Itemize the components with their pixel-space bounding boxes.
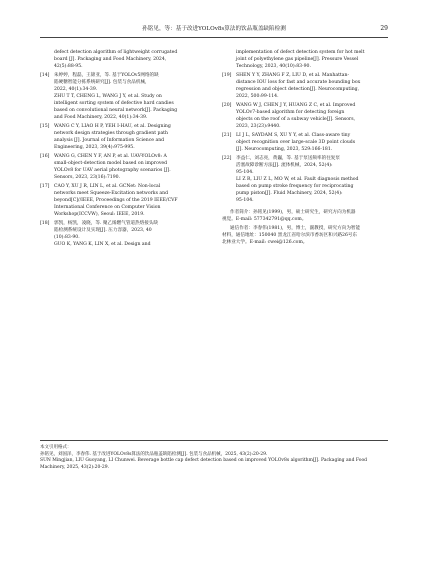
reference-number: [19] — [222, 73, 232, 78]
reference-text: 郭凯，杨凯，凌晓，等. 聚乙烯燃气管道热熔接头缺 陷检测系统设计及实现[J]. 压力容器，2023, 40 (10):83-90. GUO K, YANG K, LIN X, et al. Design and — [54, 221, 158, 247]
reference-text: defect detection algorithm of lightweight corrugated board [J]. Packaging and Food Machinery, 2024, 42(5):88-95. — [54, 50, 178, 69]
first-author-bio: 作者简介：孙铭见(1999)，男，硕士研究生，研究方向为机器 视觉。E-mail: 577342791@qq.com。 — [222, 210, 356, 222]
reference-text: 朱婷婷，程磊，王锦亚，等. 基于YOLOv5网络的缺 陷硬糖智能分拣系统研究[J]. 包装与食品机械， 2022, 40(1):34-39. ZHU T T, CHENG L, WANG J Y, et al. Study on intelligent sorting system of defective hard candies based on convolutional neural network[J]. Packaging and Food Machinery, 2022, 40(1):34-39. — [54, 73, 178, 120]
reference-number: [20] — [222, 103, 232, 108]
reference-text: WANG C Y, LIAO H P, YEH I-HAU, et al. Designing network design strategies through gradient path analysis [J]. Journal of Information Science and Engineering, 2023, 39(4):975-995. — [54, 124, 171, 150]
reference-text: implementation of defect detection system for hot melt joint of polyethylene gas pipeline[J]. Pressure Vessel Technology, 2023, 40(10):83-90. — [236, 50, 365, 69]
citation-english: SUN Mingjian, LIU Guoyang, LI Chunwei. Beverage bottle cap defect detection based on improved YOLOv8s algorithm[J]. Packaging and Food Machinery, 2025, 43(2):20-29. — [40, 458, 368, 470]
reference-number: [17] — [40, 184, 50, 189]
citation-chinese: 孙铭见，刘国泽，李春伟. 基于改进YOLOv8s算法的饮品瓶盖缺陷检测[J]. 包装与食品机械，2025, 43(2):20-29. — [40, 451, 268, 457]
reference-number: [18] — [40, 221, 50, 226]
reference-entry — [40, 49, 205, 70]
reference-entry — [40, 72, 205, 121]
reference-entry — [222, 49, 387, 70]
reference-entry — [40, 183, 205, 218]
running-header — [40, 24, 388, 38]
reference-entry — [40, 123, 205, 151]
reference-entry — [222, 72, 387, 100]
reference-number: [14] — [40, 73, 50, 78]
reference-number: [16] — [40, 154, 50, 159]
author-info — [222, 209, 387, 246]
reference-text: SHEN Y Y, ZHANG F Z, LIU D, et al. Manhattan- distance IOU loss for fast and accurate bounding box regression and object detection[J]. Neurocomputing, 2022, 500:99-114. — [236, 73, 361, 99]
citation-label: 本文引用格式： — [40, 445, 72, 450]
reference-list-left — [40, 49, 205, 250]
reference-text: WANG G, CHEN Y F, AN P, et al. UAV-YOLOv8: A small-object-detection model based on improved YOLOv8 for UAV aerial photography scenarios [J]. Sensors, 2023, 23(16):7190. — [54, 154, 171, 180]
reference-entry — [222, 155, 387, 204]
reference-text: LI J L, SAYDAM S, XU Y Y, et al. Class-aware tiny object recognition over large-scale 3D point clouds [J]. Neurocomputing, 2023, 529:166-181. — [236, 133, 356, 152]
reference-entry — [222, 132, 387, 153]
reference-entry — [40, 153, 205, 181]
reference-text: 李益仁，刘志亮，黄巍，等. 基于泵送频率的往复泵 活塞故障诊断方法[J]. 流体机械，2024, 52(4): 95-104. LI Z R, LIU Z L, MO W, et al. Fault diagnosis method based on pump stroke frequency for reciprocating pump piston[J]. Fluid Machinery, 2024, 52(4): 95-104. — [236, 156, 359, 203]
page-number: 29 — [380, 25, 388, 32]
reference-list-right — [222, 49, 387, 248]
citation-format — [40, 440, 388, 471]
corresponding-author-bio: 通信作者：李春伟(1981)，男，博士，副教授，研究方向为智能 材料，通信地址：150040 黑龙江省哈尔滨市香坊区和兴路26号东 北林业大学。E-mail: cwei@126.com。 — [222, 226, 361, 245]
running-title: 孙铭见，等：基于改进YOLOv8s算法的饮品瓶盖缺陷检测 — [142, 26, 286, 32]
reference-text: WANG W J, CHEN J Y, HUANG Z C, et al. Improved YOLOv7-based algorithm for detecting foreign objects on the roof of a subway vehicle[J]. Sensors, 2023, 23(23):9440. — [236, 103, 356, 129]
reference-number: [21] — [222, 133, 232, 138]
reference-entry — [40, 220, 205, 248]
reference-text: CAO Y, XU J R, LIN L, et al. GCNet: Non-local networks meet Squeeze-Excitation networks and beyond[C]//IEEE, Proceedings of the 2019 IEEE/CVF International Conference on Computer Vision Workshop(ICCVW), Seoul: IEEE, 2019. — [54, 184, 178, 217]
reference-number: [22] — [222, 156, 232, 161]
reference-entry — [222, 102, 387, 130]
reference-number: [15] — [40, 124, 50, 129]
